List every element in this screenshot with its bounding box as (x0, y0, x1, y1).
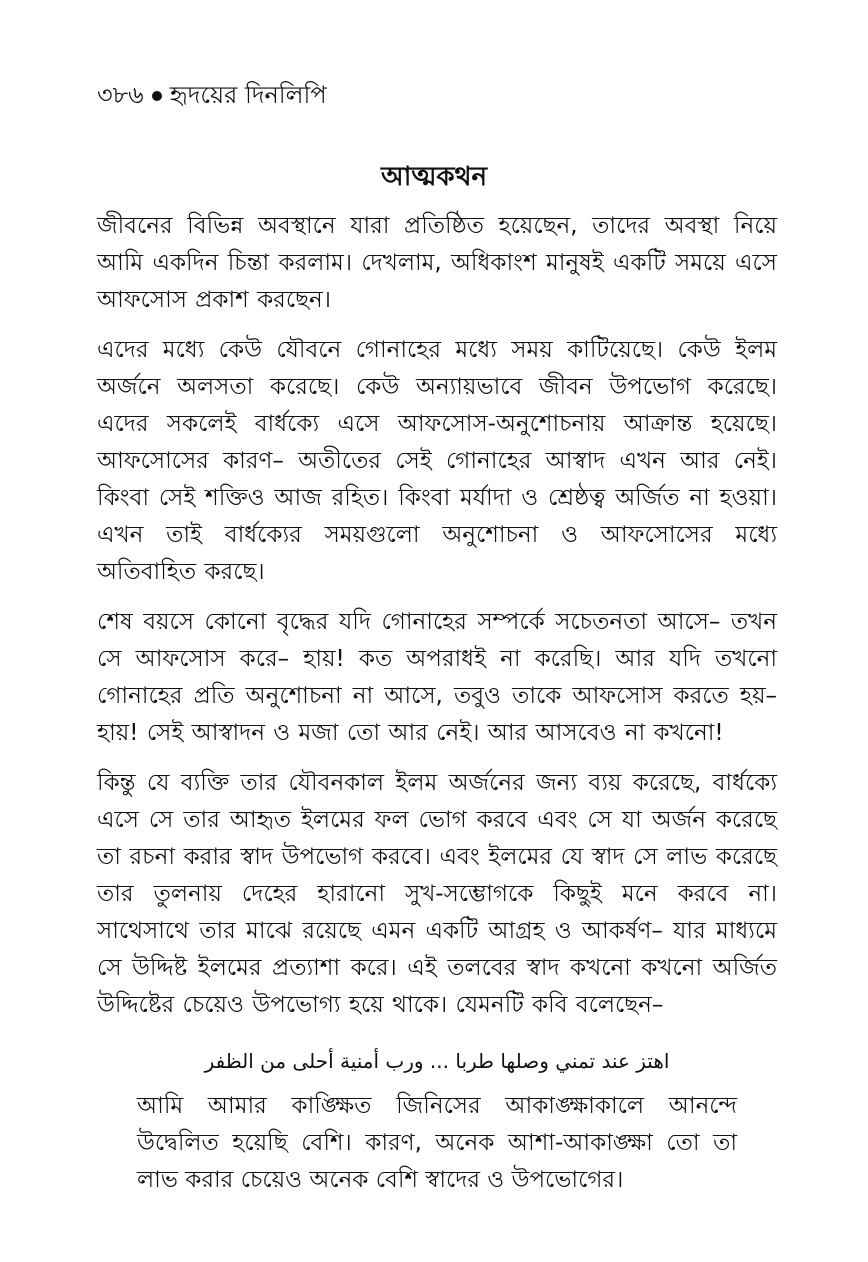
verse-translation: আমি আমার কাঙ্ক্ষিত জিনিসের আকাঙ্ক্ষাকালে আনন্দে উদ্বেলিত হয়েছি বেশি। কারণ, অনেক আশা-আকাঙ্ক্ষা তো তা লাভ করার চেয়েও অনেক বেশি স্বাদের ও উপভোগের। (137, 1093, 737, 1193)
paragraph-2: এদের মধ্যে কেউ যৌবনে গোনাহের মধ্যে সময় কাটিয়েছে। কেউ ইলম অর্জনে অলসতা করেছে। কেউ অন্যায়ভাবে জীবন উপভোগ করেছে। এদের সকলেই বার্ধক্যে এসে আফসোস-অনুশোচনায় আক্রান্ত হয়েছে। আফসোসের কারণ– অতীতের সেই গোনাহের আস্বাদ এখন আর নেই। কিংবা সেই শক্তিও আজ রহিত। কিংবা মর্যাদা ও শ্রেষ্ঠত্ব অর্জিত না হওয়া। এখন তাই বার্ধক্যের সময়গুলো অনুশোচনা ও আফসোসের মধ্যে অতিবাহিত করছে। (97, 337, 777, 585)
paragraph-4: কিন্তু যে ব্যক্তি তার যৌবনকাল ইলম অর্জনের জন্য ব্যয় করেছে, বার্ধক্যে এসে সে তার আহৃত ইলমের ফল ভোগ করবে এবং সে যা অর্জন করেছে তা রচনা করার স্বাদ উপভোগ করবে। এবং ইলমের যে স্বাদ সে লাভ করেছে তার তুলনায় দেহের হারানো সুখ-সম্ভোগকে কিছুই মনে করবে না। সাথেসাথে তার মাঝে রয়েছে এমন একটি আগ্রহ ও আকর্ষণ– যার মাধ্যমে সে উদ্দিষ্ট ইলমের প্রত্যাশা করে। এই তলবের স্বাদ কখনো কখনো অর্জিত উদ্দিষ্টের চেয়েও উপভোগ্য হয়ে থাকে। যেমনটি কবি বলেছেন– (97, 770, 777, 1018)
paragraph-3: শেষ বয়সে কোনো বৃদ্ধের যদি গোনাহের সম্পর্কে সচেতনতা আসে– তখন সে আফসোস করে– হায়! কত অপরাধই না করেছি। আর যদি তখনো গোনাহের প্রতি অনুশোচনা না আসে, তবুও তাকে আফসোস করতে হয়– হায়! সেই আস্বাদন ও মজা তো আর নেই। আর আসবেও না কখনো! (97, 609, 777, 746)
book-title: হৃদয়ের দিনলিপি (169, 81, 327, 109)
chapter-body (97, 208, 777, 1199)
running-header (97, 80, 327, 110)
paragraph-1: জীবনের বিভিন্ন অবস্থানে যারা প্রতিষ্ঠিত হয়েছেন, তাদের অবস্থা নিয়ে আমি একদিন চিন্তা করলাম। দেখলাম, অধিকাংশ মানুষই একটি সময়ে এসে আফসোস প্রকাশ করছেন। (97, 213, 777, 313)
bullet-separator-icon (152, 91, 162, 101)
arabic-verse: اهتز عند تمني وصلها طربا ... ورب أمنية أحلى من الظفر (204, 1049, 670, 1073)
chapter-title: আত্মকথন (381, 162, 487, 192)
page-number: ৩৮৬ (97, 81, 144, 109)
